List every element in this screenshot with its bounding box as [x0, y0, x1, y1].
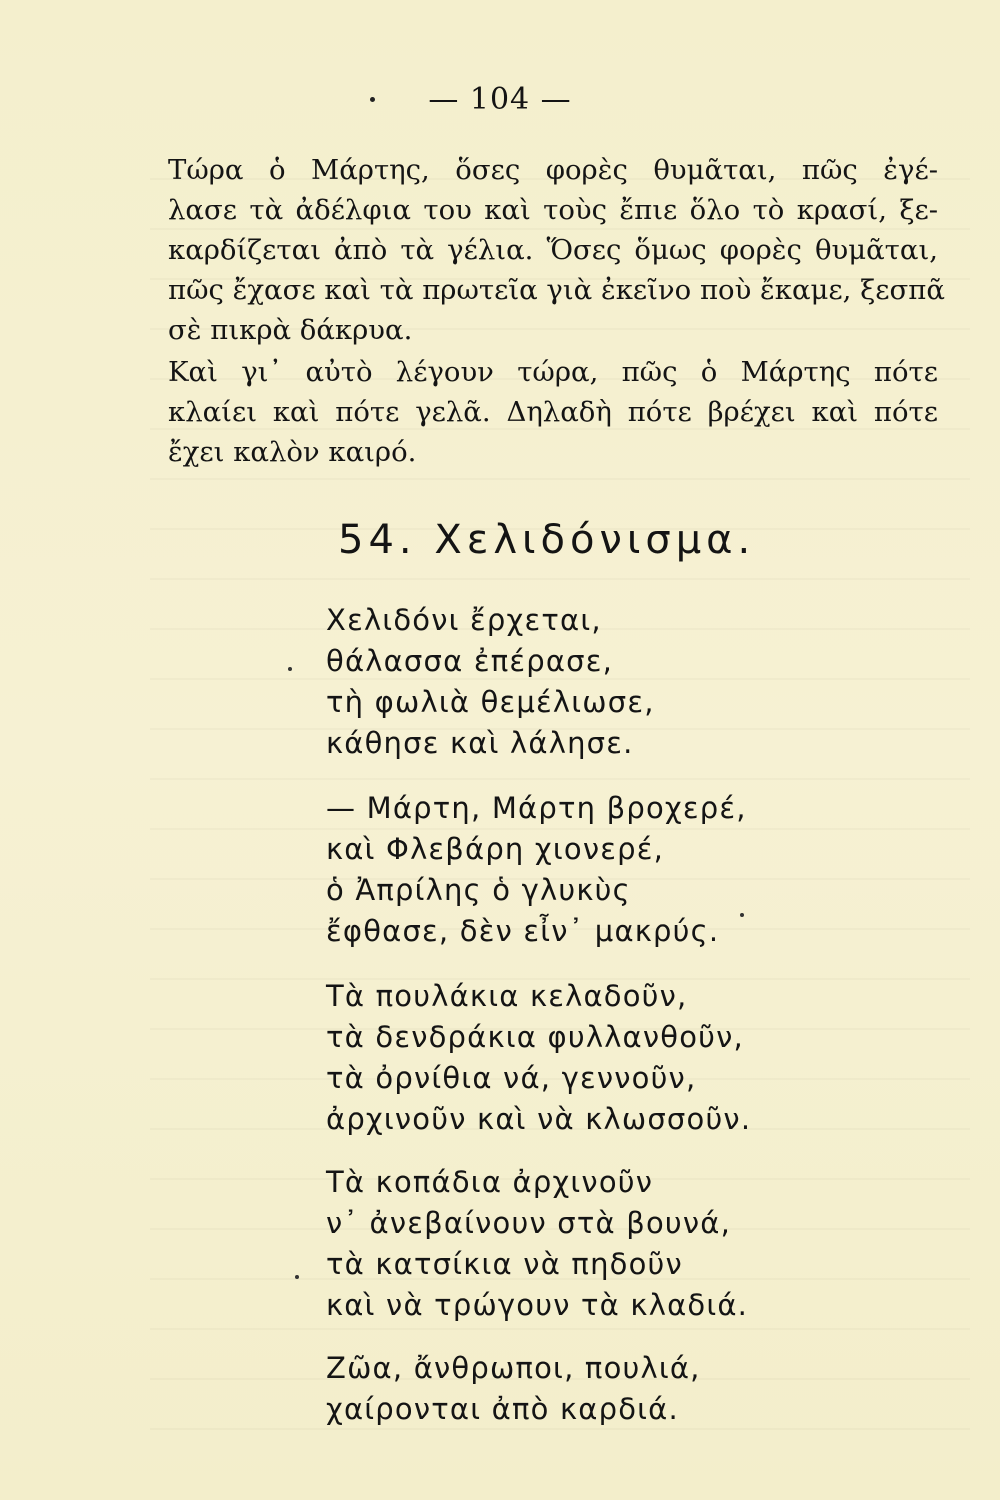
verse-line: θάλασσα ἐπέρασε,	[326, 644, 614, 678]
text-line: κλαίει καὶ πότε γελᾶ. Δηλαδὴ πότε βρέχει καὶ πότε	[168, 396, 938, 428]
verse-line: καὶ Φλεβάρη χιονερέ,	[326, 832, 665, 866]
verse-line: — Μάρτη, Μάρτη βροχερέ,	[326, 791, 747, 825]
ink-speck	[288, 667, 292, 671]
text-line: Καὶ γι᾽ αὐτὸ λέγουν τώρα, πῶς ὁ Μάρτης πότε	[168, 356, 938, 388]
text-line: Τώρα ὁ Μάρτης, ὅσες φορὲς θυμᾶται, πῶς ἐγέ-	[168, 154, 938, 186]
text-line: ἔχει καλὸν καιρό.	[168, 436, 417, 468]
verse-line: τὰ κατσίκια νὰ πηδοῦν	[326, 1247, 683, 1281]
stanza-2	[326, 788, 747, 952]
stanza-1	[326, 600, 655, 764]
section-heading: 54. Χελιδόνισμα.	[338, 517, 756, 563]
verse-line: ν᾽ ἀνεβαίνουν στὰ βουνά,	[326, 1206, 732, 1240]
stanza-5	[326, 1348, 701, 1430]
stanza-4	[326, 1162, 748, 1326]
verse-line: τὴ φωλιὰ θεμέλιωσε,	[326, 685, 655, 719]
verse-line: ὁ Ἀπρίλης ὁ γλυκὺς	[326, 873, 631, 907]
verse-line: ἔφθασε, δὲν εἶν᾽ μακρύς.	[326, 914, 720, 948]
verse-line: Τὰ κοπάδια ἀρχινοῦν	[326, 1165, 654, 1199]
verse-line: τὰ δενδράκια φυλλανθοῦν,	[326, 1020, 744, 1054]
verse-line: χαίρονται ἀπὸ καρδιά.	[326, 1392, 679, 1426]
verse-line: ἀρχινοῦν καὶ νὰ κλωσσοῦν.	[326, 1102, 752, 1136]
text-line: καρδίζεται ἀπὸ τὰ γέλια. Ὅσες ὅμως φορὲς θυμᾶται,	[168, 234, 938, 266]
verse-line: Ζῶα, ἄνθρωποι, πουλιά,	[326, 1351, 701, 1385]
ink-speck	[740, 913, 744, 917]
text-line: σὲ πικρὰ δάκρυα.	[168, 314, 413, 346]
paragraph-2	[168, 352, 938, 472]
verse-line: καὶ νὰ τρώγουν τὰ κλαδιά.	[326, 1288, 749, 1322]
paragraph-1	[168, 150, 945, 350]
ink-speck	[295, 1275, 299, 1279]
verse-line: κάθησε καὶ λάλησε.	[326, 726, 634, 760]
text-line: λασε τὰ ἀδέλφια του καὶ τοὺς ἔπιε ὅλο τὸ κρασί, ξε-	[168, 194, 938, 226]
stanza-3	[326, 976, 751, 1140]
page-number: — 104 —	[428, 82, 572, 117]
verse-line: Χελιδόνι ἔρχεται,	[326, 603, 602, 637]
verse-line: τὰ ὀρνίθια νά, γεννοῦν,	[326, 1061, 697, 1095]
verse-line: Τὰ πουλάκια κελαδοῦν,	[326, 979, 688, 1013]
text-line: πῶς ἔχασε καὶ τὰ πρωτεῖα γιὰ ἐκεῖνο ποὺ ἔκαμε, ξεσπᾶ	[168, 274, 945, 306]
